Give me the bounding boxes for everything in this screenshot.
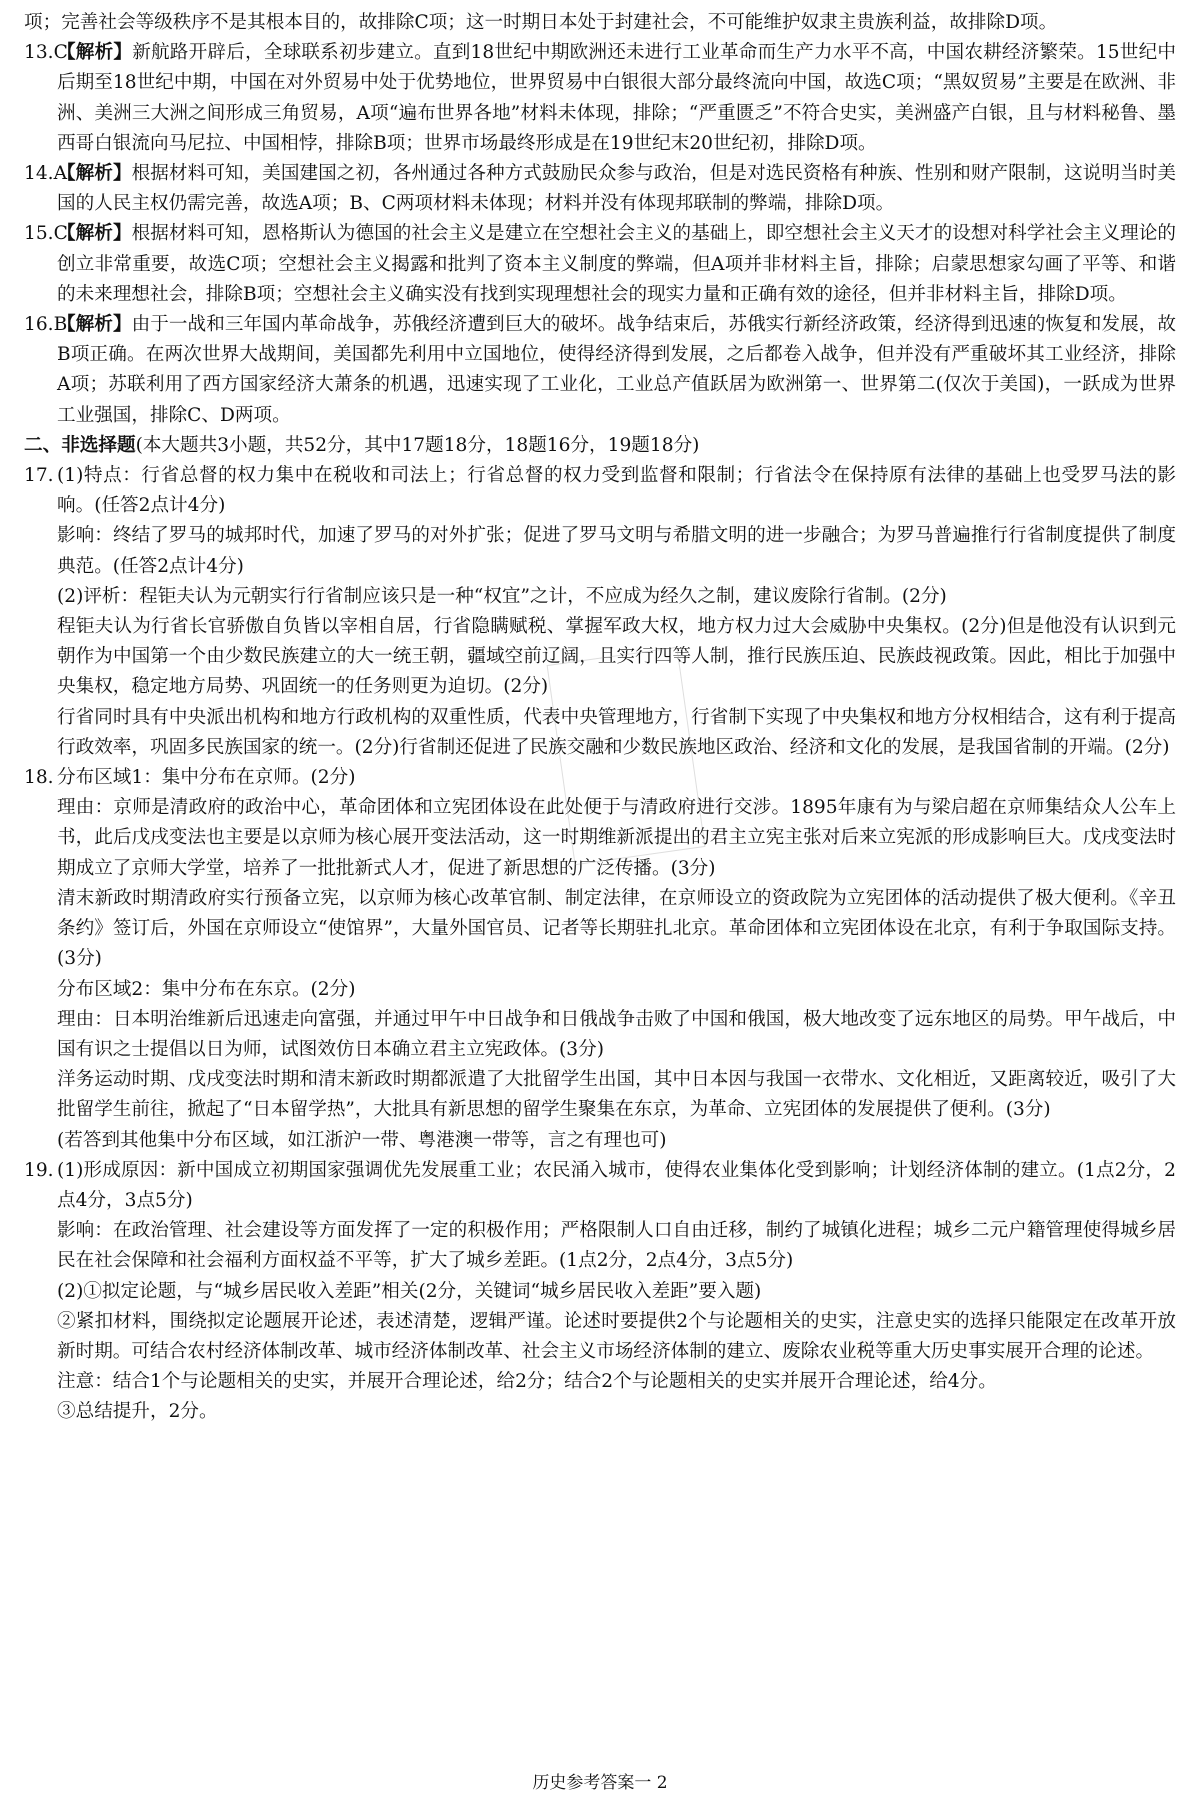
answer-text: 由于一战和三年国内革命战争，苏俄经济遭到巨大的破坏。战争结束后，苏俄实行新经济政策，经济得到迅速的恢复和发展，故B项正确。在两次世界大战期间，美国都先利用中立国地位，使得经济得到发展，之后都卷入战争，但并没有严重破坏其工业经济，排除A项；苏联利用了西方国家经济大萧条的机遇，迅速实现了工业化，工业总产值跃居为欧洲第一、世界第二(仅次于美国)，一跃成为世界工业强国，排除C、D两项。	[57, 314, 1176, 426]
answer-number: 17.	[24, 465, 54, 487]
answer-paragraph: 程钜夫认为行省长官骄傲自负皆以宰相自居，行省隐瞒赋税、掌握军政大权，地方权力过大会威胁中央集权。(2分)但是他没有认识到元朝作为中国第一个由少数民族建立的大一统王朝，疆域空前辽阔，且实行四等人制，推行民族压迫、民族歧视政策。因此，相比于加强中央集权，稳定地方局势、巩固统一的任务则更为迫切。(2分)	[57, 616, 1176, 698]
answer-number: 13.C	[24, 42, 68, 64]
answer-paragraph: (2)①拟定论题，与“城乡居民收入差距”相关(2分，关键词“城乡居民收入差距”要入题)	[57, 1280, 762, 1302]
answer-paragraph: 分布区域1：集中分布在京师。(2分)	[57, 767, 356, 789]
answer-18	[24, 763, 1176, 1156]
answer-paragraph: ③总结提升，2分。	[57, 1401, 218, 1423]
answer-paragraph: ②紧扣材料，围绕拟定论题展开论述，表述清楚，逻辑严谨。论述时要提供2个与论题相关的史实，注意史实的选择只能限定在改革开放新时期。可结合农村经济体制改革、城市经济体制改革、社会主义市场经济体制的建立、废除农业税等重大历史事实展开合理的论述。	[57, 1310, 1176, 1362]
answer-paragraph: 清末新政时期清政府实行预备立宪，以京师为核心改革官制、制定法律，在京师设立的资政院为立宪团体的活动提供了极大便利。《辛丑条约》签订后，外国在京师设立“使馆界”，大量外国官员、记者等长期驻扎北京。革命团体和立宪团体设在北京，有利于争取国际支持。(3分)	[57, 887, 1176, 970]
answer-17	[24, 461, 1176, 763]
answer-text: 新航路开辟后，全球联系初步建立。直到18世纪中期欧洲还未进行工业革命而生产力水平不高，中国农耕经济繁荣。15世纪中后期至18世纪中期，中国在对外贸易中处于优势地位，世界贸易中白银很大部分最终流向中国，故选C项；“黑奴贸易”主要是在欧洲、非洲、美洲三大洲之间形成三角贸易，A项“遍布世界各地”材料未体现，排除；“严重匮乏”不符合史实，美洲盛产白银，且与材料秘鲁、墨西哥白银流向马尼拉、中国相悖，排除B项；世界市场最终形成是在19世纪末20世纪初，排除D项。	[57, 42, 1176, 154]
answer-paragraph: (1)形成原因：新中国成立初期国家强调优先发展重工业；农民涌入城市，使得农业集体化受到影响；计划经济体制的建立。(1点2分，2点4分，3点5分)	[57, 1159, 1176, 1211]
answer-16	[24, 310, 1176, 431]
answer-paragraph: 洋务运动时期、戊戌变法时期和清末新政时期都派遣了大批留学生出国，其中日本因与我国一衣带水、文化相近，又距离较近，吸引了大批留学生前往，掀起了“日本留学热”，大批具有新思想的留学生聚集在东京，为革命、立宪团体的发展提供了便利。(3分)	[57, 1069, 1176, 1121]
answer-number: 18.	[24, 767, 54, 789]
answer-paragraph: 影响：终结了罗马的城邦时代，加速了罗马的对外扩张；促进了罗马文明与希腊文明的进一步融合；为罗马普遍推行行省制度提供了制度典范。(任答2点计4分)	[57, 525, 1176, 577]
answer-text: 根据材料可知，美国建国之初，各州通过各种方式鼓励民众参与政治，但是对选民资格有种族、性别和财产限制，这说明当时美国的人民主权仍需完善，故选A项；B、C两项材料未体现；材料并没有体现邦联制的弊端，排除D项。	[57, 163, 1176, 215]
answer-paragraph: (若答到其他集中分布区域，如江浙沪一带、粤港澳一带等，言之有理也可)	[57, 1129, 667, 1151]
answer-paragraph: 理由：日本明治维新后迅速走向富强，并通过甲午中日战争和日俄战争击败了中国和俄国，极大地改变了远东地区的局势。甲午战后，中国有识之士提倡以日为师，试图效仿日本确立君主立宪政体。(3分)	[57, 1008, 1176, 1060]
analysis-tag: 【解析】	[57, 223, 132, 245]
intro-paragraph: 项；完善社会等级秩序不是其根本目的，故排除C项；这一时期日本处于封建社会，不可能维护奴隶主贵族利益，故排除D项。	[24, 12, 1058, 33]
section-description: (本大题共3小题，共52分，其中17题18分，18题16分，19题18分)	[135, 434, 700, 456]
section-title: 二、非选择题	[24, 434, 136, 456]
answer-paragraph: (2)评析：程钜夫认为元朝实行行省制应该只是一种“权宜”之计，不应成为经久之制，建议废除行省制。(2分)	[57, 585, 947, 607]
answer-number: 16.B	[24, 314, 68, 336]
answer-19	[24, 1156, 1176, 1428]
answer-text: 根据材料可知，恩格斯认为德国的社会主义是建立在空想社会主义的基础上，即空想社会主义天才的设想对科学社会主义理论的创立非常重要，故选C项；空想社会主义揭露和批判了资本主义制度的弊端，但A项并非材料主旨，排除；启蒙思想家勾画了平等、和谐的未来理想社会，排除B项；空想社会主义确实没有找到实现理想社会的现实力量和正确有效的途径，但并非材料主旨，排除D项。	[57, 223, 1176, 305]
section-heading	[24, 431, 1176, 461]
analysis-tag: 【解析】	[57, 163, 132, 185]
answer-15	[24, 219, 1176, 310]
answer-paragraph: 注意：结合1个与论题相关的史实，并展开合理论述，给2分；结合2个与论题相关的史实并展开合理论述，给4分。	[57, 1371, 997, 1393]
answer-number: 14.A	[24, 163, 67, 185]
answer-paragraph: 分布区域2：集中分布在东京。(2分)	[57, 978, 356, 1000]
answer-paragraph: 影响：在政治管理、社会建设等方面发挥了一定的积极作用；严格限制人口自由迁移，制约了城镇化进程；城乡二元户籍管理使得城乡居民在社会保障和社会福利方面权益不平等，扩大了城乡差距。(1点2分，2点4分，3点5分)	[57, 1220, 1176, 1272]
answer-number: 15.C	[24, 223, 68, 245]
page-footer: 历史参考答案一 2	[532, 1773, 668, 1793]
answer-14	[24, 159, 1176, 219]
answer-paragraph: 行省同时具有中央派出机构和地方行政机构的双重性质，代表中央管理地方，行省制下实现了中央集权和地方分权相结合，这有利于提高行政效率，巩固多民族国家的统一。(2分)行省制还促进了民族交融和少数民族地区政治、经济和文化的发展，是我国省制的开端。(2分)	[57, 706, 1176, 758]
answer-paragraph: 理由：京师是清政府的政治中心，革命团体和立宪团体设在此处便于与清政府进行交涉。1895年康有为与梁启超在京师集结众人公车上书，此后戊戌变法也主要是以京师为核心展开变法活动，这一时期维新派提出的君主立宪主张对后来立宪派的形成影响巨大。戊戌变法时期成立了京师大学堂，培养了一批批新式人才，促进了新思想的广泛传播。(3分)	[57, 797, 1176, 879]
answer-number: 19.	[24, 1159, 54, 1181]
answer-13	[24, 38, 1176, 159]
answer-paragraph: (1)特点：行省总督的权力集中在税收和司法上；行省总督的权力受到监督和限制；行省法令在保持原有法律的基础上也受罗马法的影响。(任答2点计4分)	[57, 465, 1176, 517]
analysis-tag: 【解析】	[57, 314, 132, 336]
analysis-tag: 【解析】	[57, 42, 133, 64]
